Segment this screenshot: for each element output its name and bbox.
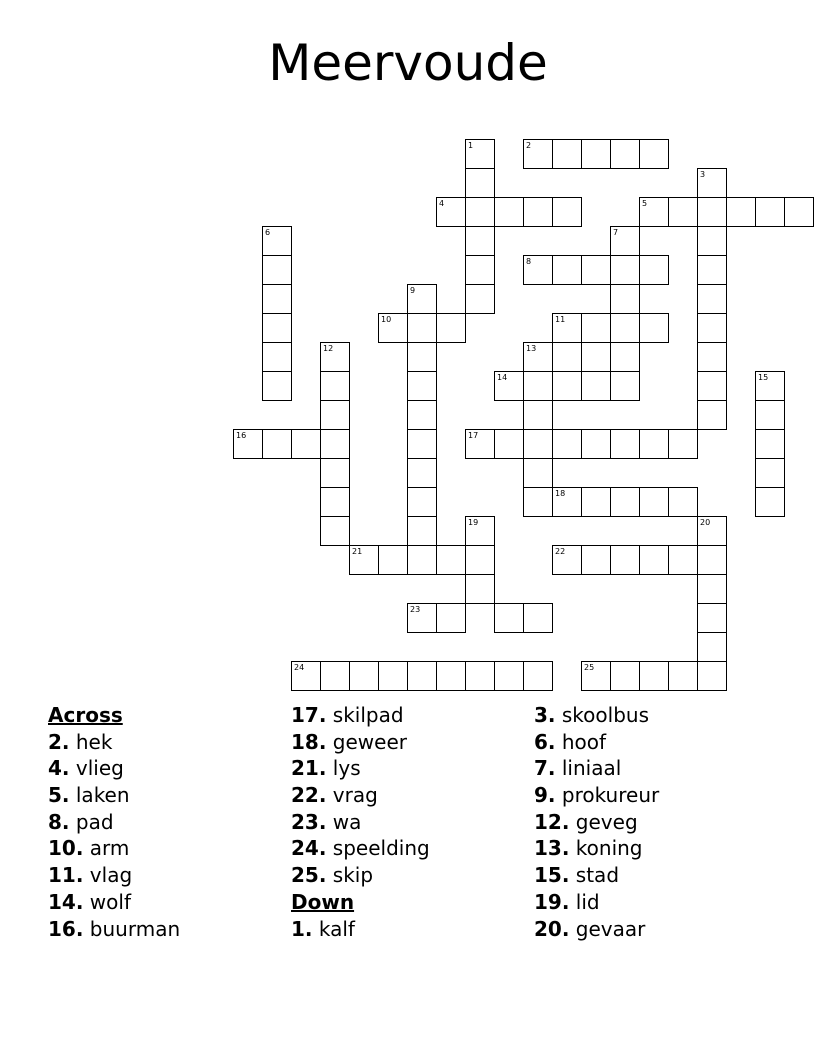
grid-cell[interactable] <box>465 545 495 575</box>
clue-number: 14. <box>48 889 84 914</box>
grid-cell[interactable] <box>262 429 292 459</box>
clue-number: 6. <box>534 729 556 754</box>
clue-number: 20. <box>534 916 570 941</box>
grid-cell[interactable] <box>755 429 785 459</box>
grid-cell-2[interactable] <box>523 139 553 169</box>
clue-text: skoolbus <box>561 703 649 727</box>
grid-cell[interactable] <box>610 429 640 459</box>
clue-item <box>534 889 659 916</box>
clue-item <box>48 862 180 889</box>
grid-cell-9[interactable] <box>407 284 437 314</box>
grid-cell[interactable] <box>755 487 785 517</box>
clue-text: skilpad <box>332 703 404 727</box>
grid-cell[interactable] <box>523 371 553 401</box>
grid-cell[interactable] <box>407 371 437 401</box>
grid-cell[interactable] <box>407 342 437 372</box>
grid-cell-5[interactable] <box>639 197 669 227</box>
clue-text: hek <box>75 729 113 754</box>
clue-item <box>291 702 430 729</box>
clue-number-label: 17 <box>468 431 479 440</box>
grid-cell[interactable] <box>697 226 727 256</box>
grid-cell-16[interactable] <box>233 429 263 459</box>
clue-text: laken <box>75 783 130 808</box>
clue-number: 24. <box>291 836 327 861</box>
grid-cell[interactable] <box>610 371 640 401</box>
clue-column-1 <box>48 702 180 942</box>
grid-cell[interactable] <box>639 139 669 169</box>
grid-cell[interactable] <box>552 342 582 372</box>
clue-text: arm <box>89 836 130 861</box>
grid-cell[interactable] <box>784 197 814 227</box>
clue-text: stad <box>575 863 620 888</box>
grid-cell[interactable] <box>610 313 640 343</box>
grid-cell[interactable] <box>320 371 350 401</box>
grid-cell[interactable] <box>581 487 611 517</box>
grid-cell[interactable] <box>610 342 640 372</box>
grid-cell[interactable] <box>697 603 727 633</box>
clue-item <box>48 782 180 809</box>
grid-cell[interactable] <box>755 400 785 430</box>
clue-number-label: 18 <box>555 489 566 498</box>
clue-number-label: 13 <box>526 344 537 353</box>
clue-number-label: 15 <box>758 373 769 382</box>
clue-number: 3. <box>534 703 556 727</box>
grid-cell[interactable] <box>465 284 495 314</box>
grid-cell[interactable] <box>436 545 466 575</box>
grid-cell-22[interactable] <box>552 545 582 575</box>
grid-cell[interactable] <box>407 545 437 575</box>
grid-cell[interactable] <box>262 284 292 314</box>
grid-cell[interactable] <box>436 661 466 691</box>
grid-cell[interactable] <box>262 371 292 401</box>
clue-text: vlieg <box>75 756 124 781</box>
clue-item <box>48 835 180 862</box>
grid-cell[interactable] <box>697 313 727 343</box>
grid-cell-8[interactable] <box>523 255 553 285</box>
grid-cell[interactable] <box>494 429 524 459</box>
clue-number-label: 4 <box>439 199 445 208</box>
grid-cell[interactable] <box>523 400 553 430</box>
clue-number: 16. <box>48 916 84 941</box>
grid-cell[interactable] <box>407 429 437 459</box>
clue-number-label: 16 <box>236 431 247 440</box>
grid-cell[interactable] <box>465 574 495 604</box>
grid-cell[interactable] <box>639 661 669 691</box>
clue-number-label: 3 <box>700 170 706 179</box>
grid-cell-21[interactable] <box>349 545 379 575</box>
clue-number-label: 1 <box>468 141 474 150</box>
clue-item <box>291 755 430 782</box>
clue-item <box>48 916 180 943</box>
grid-cell[interactable] <box>552 197 582 227</box>
grid-cell[interactable] <box>349 661 379 691</box>
clue-number: 9. <box>534 783 556 808</box>
grid-cell[interactable] <box>581 429 611 459</box>
clue-number: 25. <box>291 863 327 888</box>
clue-number-label: 23 <box>410 605 421 614</box>
grid-cell[interactable] <box>407 458 437 488</box>
grid-cell[interactable] <box>523 661 553 691</box>
clue-number-label: 9 <box>410 286 416 295</box>
clue-number: 4. <box>48 756 70 781</box>
grid-cell-13[interactable] <box>523 342 553 372</box>
grid-cell[interactable] <box>523 603 553 633</box>
clue-number-label: 6 <box>265 228 271 237</box>
clue-number: 21. <box>291 756 327 781</box>
section-heading-text: Across <box>48 703 123 727</box>
clue-item <box>534 782 659 809</box>
grid-cell[interactable] <box>552 255 582 285</box>
grid-cell[interactable] <box>610 284 640 314</box>
grid-cell-18[interactable] <box>552 487 582 517</box>
grid-cell[interactable] <box>436 313 466 343</box>
grid-cell[interactable] <box>523 487 553 517</box>
grid-cell[interactable] <box>407 487 437 517</box>
grid-cell[interactable] <box>639 255 669 285</box>
grid-cell[interactable] <box>639 487 669 517</box>
grid-cell[interactable] <box>291 429 321 459</box>
grid-cell-25[interactable] <box>581 661 611 691</box>
grid-cell[interactable] <box>262 255 292 285</box>
grid-cell[interactable] <box>378 545 408 575</box>
clue-text: lys <box>332 756 361 781</box>
grid-cell[interactable] <box>668 661 698 691</box>
clue-column-2 <box>291 702 430 942</box>
clue-text: wa <box>332 809 362 834</box>
grid-cell[interactable] <box>320 661 350 691</box>
grid-cell[interactable] <box>581 255 611 285</box>
grid-cell[interactable] <box>639 429 669 459</box>
clue-item <box>534 862 659 889</box>
clue-column-3 <box>534 702 659 942</box>
grid-cell[interactable] <box>697 342 727 372</box>
grid-cell[interactable] <box>494 603 524 633</box>
grid-cell[interactable] <box>610 545 640 575</box>
grid-cell-3[interactable] <box>697 168 727 198</box>
clue-item <box>534 809 659 836</box>
clue-number-label: 8 <box>526 257 532 266</box>
grid-cell[interactable] <box>465 661 495 691</box>
clue-text: geweer <box>332 729 407 754</box>
puzzle-title: Meervoude <box>268 34 548 92</box>
clue-item <box>48 755 180 782</box>
grid-cell[interactable] <box>639 313 669 343</box>
grid-cell[interactable] <box>407 661 437 691</box>
grid-cell[interactable] <box>581 545 611 575</box>
grid-cell[interactable] <box>320 487 350 517</box>
clue-text: buurman <box>89 916 181 941</box>
clue-number: 2. <box>48 729 70 754</box>
clue-item <box>291 809 430 836</box>
clue-item <box>534 729 659 756</box>
grid-cell[interactable] <box>697 371 727 401</box>
grid-cell-19[interactable] <box>465 516 495 546</box>
clue-text: prokureur <box>561 783 660 808</box>
grid-cell[interactable] <box>697 661 727 691</box>
grid-cell[interactable] <box>436 603 466 633</box>
clue-text: speelding <box>332 836 430 861</box>
grid-cell-14[interactable] <box>494 371 524 401</box>
clue-item <box>291 835 430 862</box>
clue-item <box>48 729 180 756</box>
grid-cell[interactable] <box>523 458 553 488</box>
grid-cell[interactable] <box>697 284 727 314</box>
clue-text: kalf <box>318 916 355 941</box>
grid-cell-6[interactable] <box>262 226 292 256</box>
grid-cell[interactable] <box>320 516 350 546</box>
grid-cell[interactable] <box>465 255 495 285</box>
grid-cell[interactable] <box>697 632 727 662</box>
clue-number: 23. <box>291 809 327 834</box>
clue-number-label: 2 <box>526 141 532 150</box>
grid-cell[interactable] <box>320 400 350 430</box>
grid-cell[interactable] <box>552 139 582 169</box>
clue-number-label: 22 <box>555 547 566 556</box>
clue-number: 13. <box>534 836 570 861</box>
grid-cell[interactable] <box>610 139 640 169</box>
grid-cell[interactable] <box>668 197 698 227</box>
clue-item <box>534 835 659 862</box>
clue-item <box>534 755 659 782</box>
clue-number: 22. <box>291 783 327 808</box>
grid-cell-11[interactable] <box>552 313 582 343</box>
clue-number-label: 24 <box>294 663 305 672</box>
clue-text: gevaar <box>575 916 646 941</box>
grid-cell-12[interactable] <box>320 342 350 372</box>
grid-cell[interactable] <box>668 429 698 459</box>
grid-cell[interactable] <box>407 400 437 430</box>
section-heading-text: Down <box>291 889 355 914</box>
clue-number-label: 11 <box>555 315 566 324</box>
clue-number: 17. <box>291 703 327 727</box>
grid-cell-17[interactable] <box>465 429 495 459</box>
clue-text: vlag <box>89 863 133 888</box>
clue-item <box>48 809 180 836</box>
grid-cell[interactable] <box>494 197 524 227</box>
clue-number-label: 14 <box>497 373 508 382</box>
clue-item <box>291 916 430 943</box>
clue-text: geveg <box>575 809 638 834</box>
grid-cell[interactable] <box>407 313 437 343</box>
grid-cell[interactable] <box>581 371 611 401</box>
clue-number: 1. <box>291 916 313 941</box>
grid-cell-23[interactable] <box>407 603 437 633</box>
clue-text: vrag <box>332 783 378 808</box>
grid-cell[interactable] <box>697 545 727 575</box>
grid-cell[interactable] <box>755 197 785 227</box>
clue-section-heading <box>48 702 180 729</box>
clue-text: skip <box>332 863 374 888</box>
clue-item <box>48 889 180 916</box>
grid-cell[interactable] <box>494 661 524 691</box>
grid-cell-7[interactable] <box>610 226 640 256</box>
clue-number: 5. <box>48 783 70 808</box>
grid-cell[interactable] <box>465 197 495 227</box>
clue-item <box>291 782 430 809</box>
clue-item <box>534 702 659 729</box>
grid-cell[interactable] <box>697 255 727 285</box>
clue-text: koning <box>575 836 643 861</box>
clue-number-label: 10 <box>381 315 392 324</box>
grid-cell-24[interactable] <box>291 661 321 691</box>
grid-cell[interactable] <box>668 545 698 575</box>
grid-cell[interactable] <box>610 255 640 285</box>
grid-cell[interactable] <box>465 226 495 256</box>
clue-number-label: 19 <box>468 518 479 527</box>
clue-item <box>291 862 430 889</box>
grid-cell[interactable] <box>697 574 727 604</box>
grid-cell-4[interactable] <box>436 197 466 227</box>
grid-cell[interactable] <box>523 197 553 227</box>
grid-cell[interactable] <box>610 661 640 691</box>
grid-cell[interactable] <box>552 429 582 459</box>
grid-cell[interactable] <box>581 139 611 169</box>
clue-number-label: 20 <box>700 518 711 527</box>
grid-cell-15[interactable] <box>755 371 785 401</box>
grid-cell[interactable] <box>697 197 727 227</box>
grid-cell[interactable] <box>262 342 292 372</box>
grid-cell[interactable] <box>668 487 698 517</box>
grid-cell-1[interactable] <box>465 139 495 169</box>
grid-cell[interactable] <box>755 458 785 488</box>
grid-cell[interactable] <box>639 545 669 575</box>
grid-cell[interactable] <box>726 197 756 227</box>
clue-number: 19. <box>534 889 570 914</box>
clue-text: liniaal <box>561 756 622 781</box>
clue-number-label: 5 <box>642 199 648 208</box>
clue-number: 8. <box>48 809 70 834</box>
clue-number: 15. <box>534 863 570 888</box>
grid-cell[interactable] <box>262 313 292 343</box>
clue-text: lid <box>575 889 600 914</box>
grid-cell[interactable] <box>320 458 350 488</box>
grid-cell[interactable] <box>610 487 640 517</box>
clue-text: hoof <box>561 729 607 754</box>
clue-number-label: 21 <box>352 547 363 556</box>
grid-cell[interactable] <box>697 400 727 430</box>
clue-item <box>534 916 659 943</box>
grid-cell[interactable] <box>407 516 437 546</box>
clue-section-heading <box>291 889 430 916</box>
grid-cell[interactable] <box>552 371 582 401</box>
clue-number: 12. <box>534 809 570 834</box>
grid-cell[interactable] <box>581 313 611 343</box>
grid-cell[interactable] <box>465 168 495 198</box>
clue-number: 10. <box>48 836 84 861</box>
clue-number: 11. <box>48 863 84 888</box>
clue-number-label: 7 <box>613 228 619 237</box>
clue-item <box>291 729 430 756</box>
grid-cell[interactable] <box>378 661 408 691</box>
clue-text: pad <box>75 809 114 834</box>
clue-number: 18. <box>291 729 327 754</box>
clue-number-label: 12 <box>323 344 334 353</box>
grid-cell[interactable] <box>320 429 350 459</box>
clue-text: wolf <box>89 889 131 914</box>
clue-number-label: 25 <box>584 663 595 672</box>
clue-number: 7. <box>534 756 556 781</box>
grid-cell-10[interactable] <box>378 313 408 343</box>
grid-cell[interactable] <box>523 429 553 459</box>
grid-cell-20[interactable] <box>697 516 727 546</box>
